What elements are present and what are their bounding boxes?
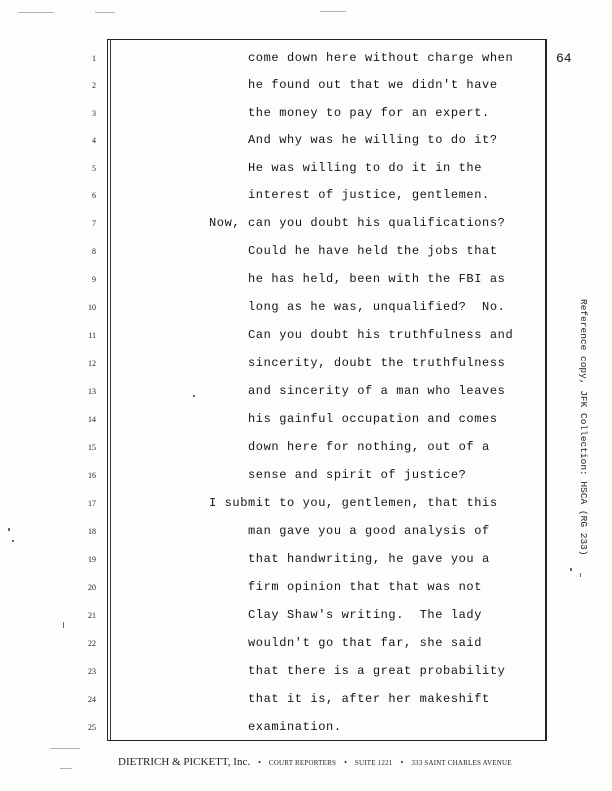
line-number: 6 xyxy=(92,191,96,200)
line-number: 24 xyxy=(88,695,96,704)
firm-name: DIETRICH & PICKETT, Inc. xyxy=(118,756,251,768)
street-address: 333 SAINT CHARLES AVENUE xyxy=(411,759,512,767)
scan-speck xyxy=(95,12,115,13)
scan-speck xyxy=(12,540,14,542)
transcript-line: sense and spirit of justice? xyxy=(248,468,467,482)
transcript-line: interest of justice, gentlemen. xyxy=(248,188,490,202)
line-number: 20 xyxy=(88,583,96,592)
transcript-line: man gave you a good analysis of xyxy=(248,524,490,538)
transcript-line: I submit to you, gentlemen, that this xyxy=(209,496,498,510)
footer-separator: • xyxy=(258,758,261,767)
line-number: 5 xyxy=(92,164,96,173)
transcript-line: that handwriting, he gave you a xyxy=(248,552,490,566)
line-number: 7 xyxy=(92,219,96,228)
line-number: 21 xyxy=(88,611,96,620)
scan-speck xyxy=(18,12,54,13)
line-number: 10 xyxy=(88,303,96,312)
transcript-line: down here for nothing, out of a xyxy=(248,440,490,454)
scan-speck xyxy=(50,748,80,749)
footer-separator: • xyxy=(400,758,404,767)
line-number: 3 xyxy=(92,109,96,118)
court-reporters: COURT REPORTERS xyxy=(268,759,337,767)
transcript-line: sincerity, doubt the truthfulness xyxy=(248,356,506,370)
line-number: 4 xyxy=(92,136,96,145)
line-number: 12 xyxy=(88,359,96,368)
line-number: 22 xyxy=(88,639,96,648)
transcript-line: he found out that we didn't have xyxy=(248,78,498,92)
transcript-line: that there is a great probability xyxy=(248,664,506,678)
scan-speck xyxy=(570,568,572,571)
transcript-line: come down here without charge when xyxy=(248,51,514,65)
line-number: 23 xyxy=(88,667,96,676)
transcript-line: He was willing to do it in the xyxy=(248,161,483,175)
line-number: 15 xyxy=(88,443,96,452)
footer xyxy=(118,752,512,770)
archive-stamp: Reference copy, JFK Collection: HSCA (RG 233) xyxy=(578,299,589,556)
scan-speck xyxy=(580,573,581,577)
transcript-line: firm opinion that that was not xyxy=(248,580,483,594)
page-number: 64 xyxy=(556,51,572,66)
transcript-line: his gainful occupation and comes xyxy=(248,412,498,426)
line-number: 8 xyxy=(92,247,96,256)
line-number: 2 xyxy=(92,81,96,90)
transcript-line: Clay Shaw's writing. The lady xyxy=(248,608,483,622)
line-number: 14 xyxy=(88,415,96,424)
line-number: 19 xyxy=(88,555,96,564)
transcript-line: wouldn't go that far, she said xyxy=(248,636,483,650)
transcript-line: examination. xyxy=(248,720,342,734)
scan-speck xyxy=(63,622,64,628)
transcript-line: the money to pay for an expert. xyxy=(248,106,490,120)
transcript-line: that it is, after her makeshift xyxy=(248,692,490,706)
scan-speck xyxy=(8,528,10,531)
scan-speck xyxy=(320,11,346,12)
line-number: 11 xyxy=(88,331,96,340)
transcript-line: and sincerity of a man who leaves xyxy=(248,384,506,398)
line-number: 16 xyxy=(88,471,96,480)
line-number: 1 xyxy=(92,54,96,63)
scan-speck xyxy=(193,395,195,397)
scan-speck xyxy=(60,768,72,769)
line-number: 25 xyxy=(88,723,96,732)
transcript-line: And why was he willing to do it? xyxy=(248,133,498,147)
transcript-line: Could he have held the jobs that xyxy=(248,244,498,258)
footer-separator: • xyxy=(344,758,347,767)
transcript-line: Now, can you doubt his qualifications? xyxy=(209,216,506,230)
line-number: 18 xyxy=(88,527,96,536)
line-number: 17 xyxy=(88,499,96,508)
suite-number: SUITE 1221 xyxy=(354,759,393,767)
transcript-line: long as he was, unqualified? No. xyxy=(248,300,506,314)
transcript-line: Can you doubt his truthfulness and xyxy=(248,328,514,342)
transcript-line: he has held, been with the FBI as xyxy=(248,272,506,286)
line-number: 9 xyxy=(92,275,96,284)
line-number: 13 xyxy=(88,387,96,396)
